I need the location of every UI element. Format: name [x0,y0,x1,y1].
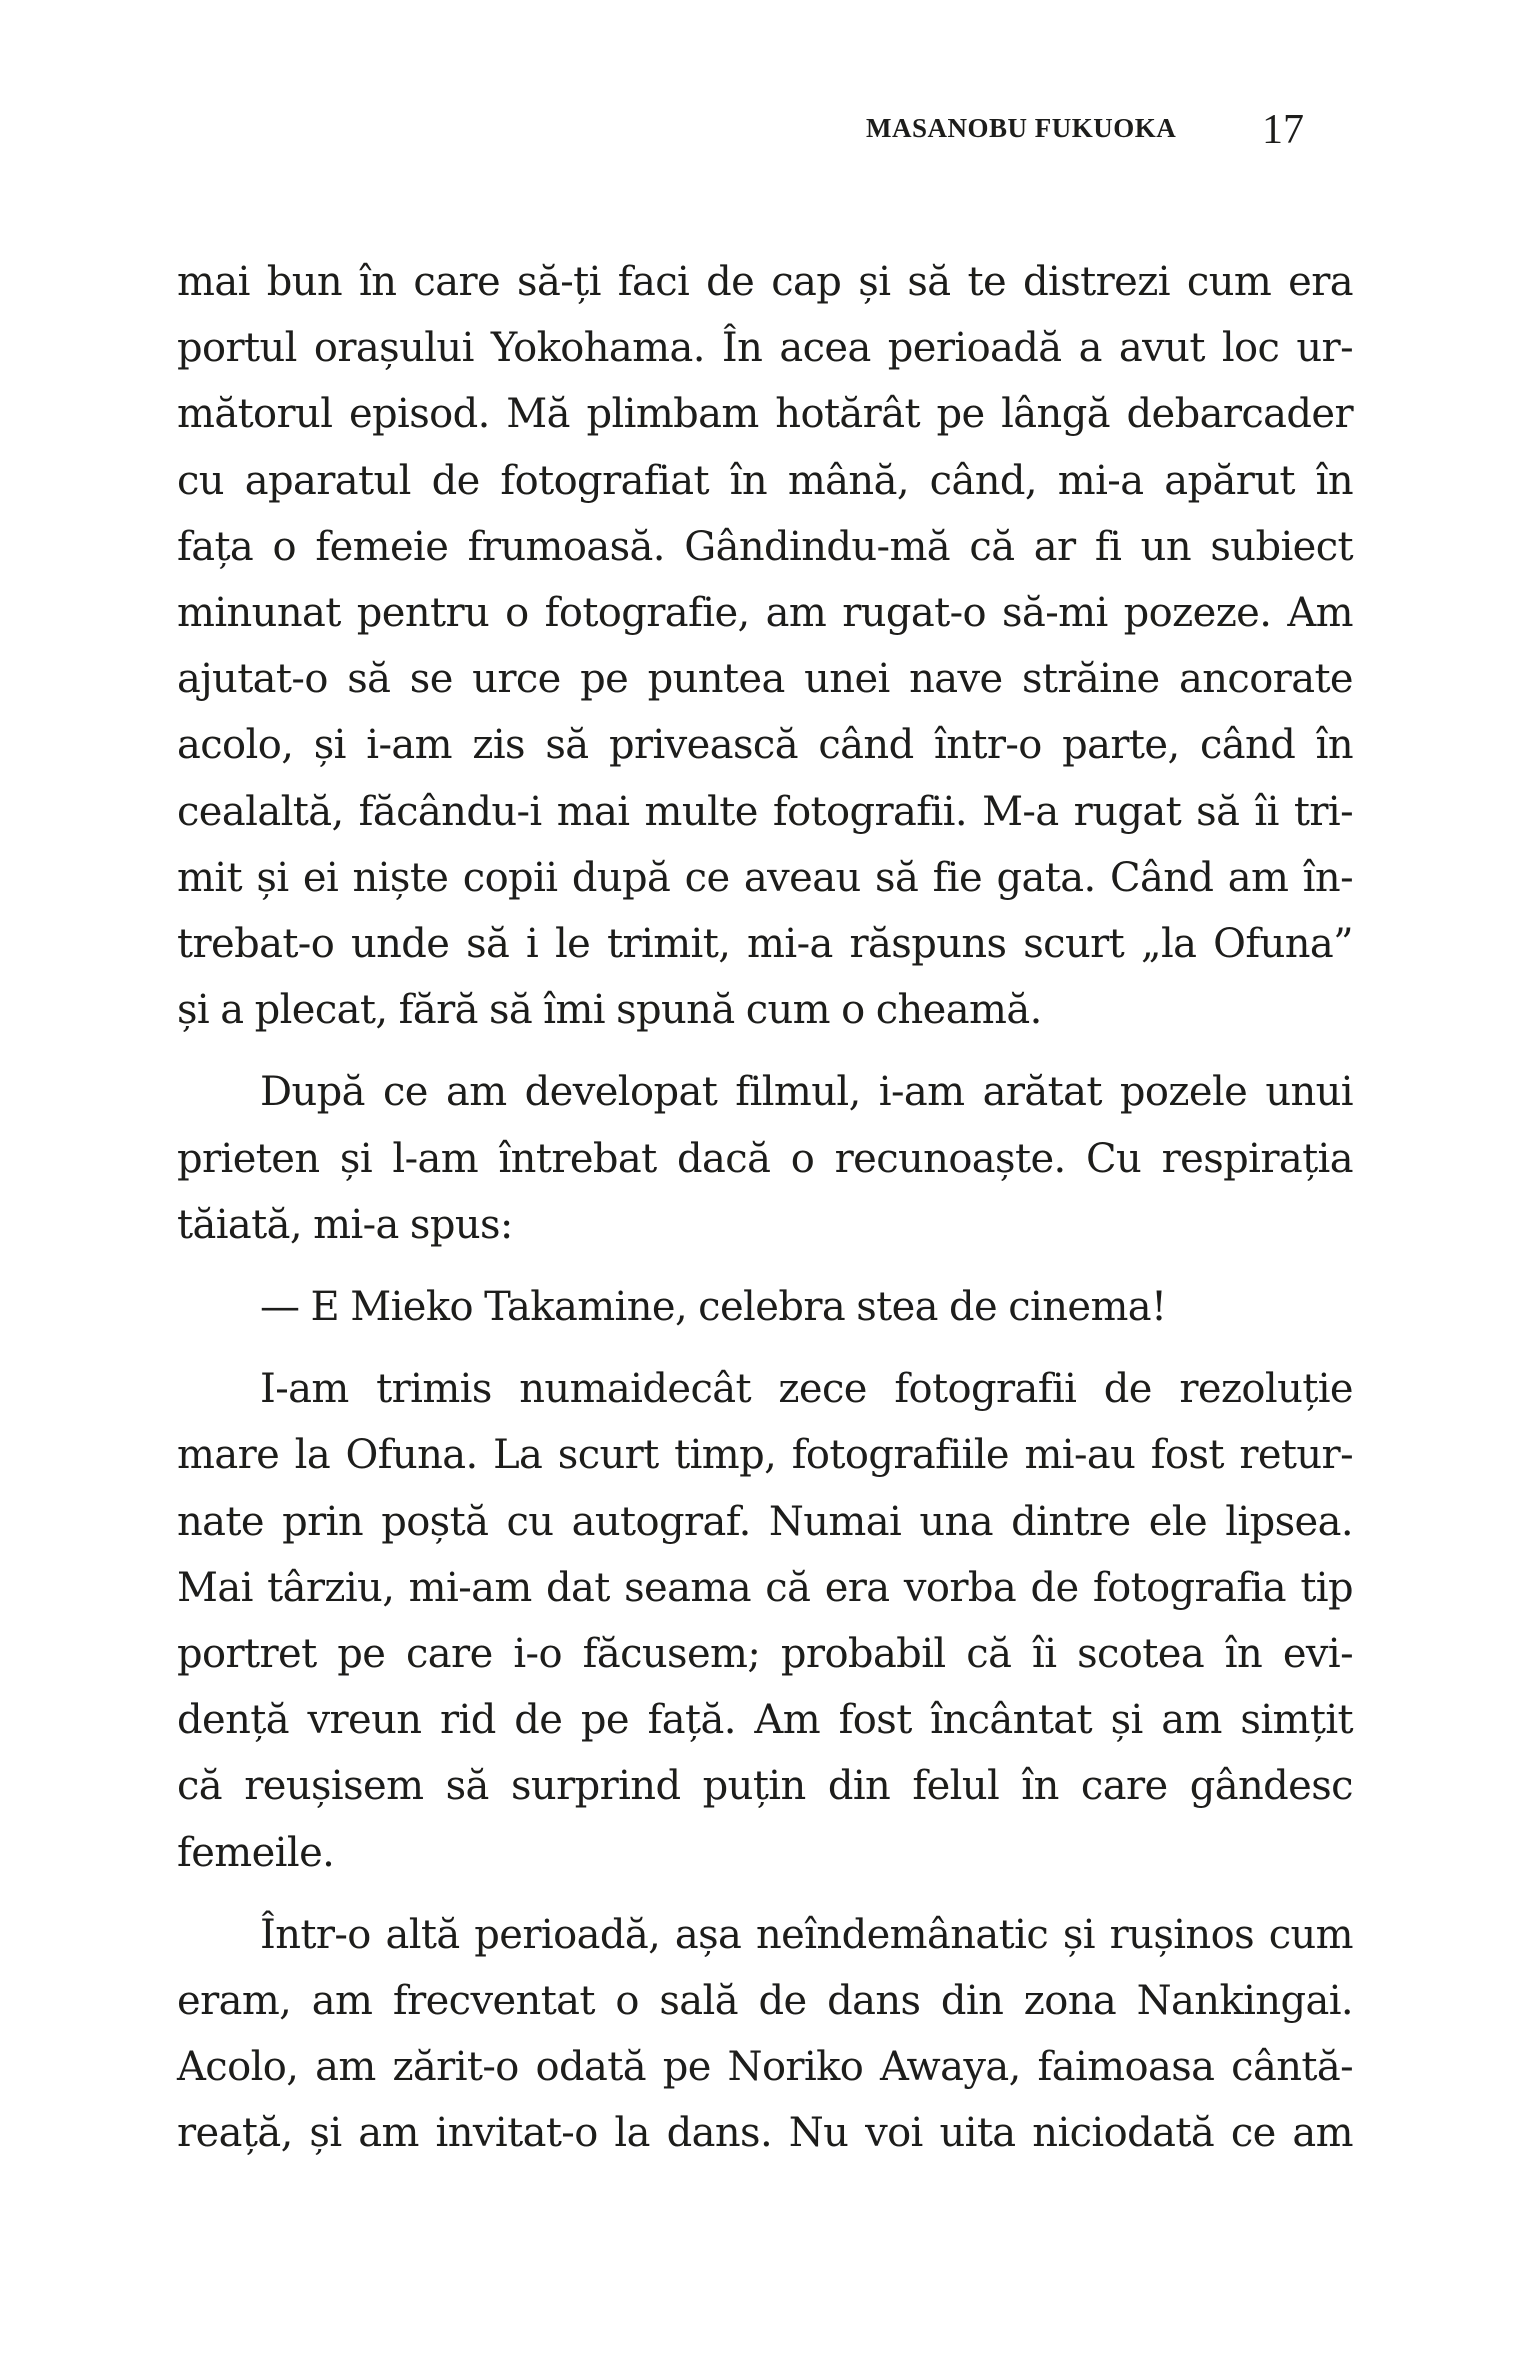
text-line: prieten și l-am întrebat dacă o recunoaște. Cu respirația [177,1135,1353,1182]
text-line: mai bun în care să-ți faci de cap și să te distrezi cum era [177,259,1353,305]
paragraph [177,249,1353,1043]
text-line: portret pe care i-o făcusem; probabil că îi scotea în evi- [177,1631,1353,1678]
text-line: — E Mieko Takamine, celebra stea de cinema! [260,1284,1167,1331]
text-line: acolo, și i-am zis să privească când într-o parte, când în [177,722,1353,769]
page-number: 17 [1262,107,1304,153]
text-line: ajutat-o să se urce pe puntea unei nave străine ancorate [177,656,1353,703]
text-line: Acolo, am zărit-o odată pe Noriko Awaya, faimoasa cântă- [177,2044,1353,2091]
text-line: După ce am developat filmul, i-am arătat pozele unui [260,1069,1353,1116]
text-line: mătorul episod. Mă plimbam hotărât pe lângă debarcader [177,391,1353,438]
text-line: și a plecat, fără să îmi spună cum o cheamă. [177,987,1042,1034]
paragraph [177,1274,1353,1340]
text-line: tăiată, mi-a spus: [177,1201,513,1248]
text-line: femeile. [177,1829,335,1876]
paragraph [177,1356,1353,1886]
text-line: mit și ei niște copii după ce aveau să fie gata. Când am în- [177,854,1353,901]
text-line: cu aparatul de fotografiat în mână, când, mi-a apărut în [177,457,1353,504]
text-line: eram, am frecventat o sală de dans din zona Nankingai. [177,1978,1353,2025]
text-line: Într-o altă perioadă, așa neîndemânatic și rușinos cum [260,1911,1353,1958]
text-line: că reușisem să surprind puțin din felul în care gândesc [177,1763,1353,1810]
text-line: Mai târziu, mi-am dat seama că era vorba de fotografia tip [177,1564,1353,1611]
paragraph [177,1059,1353,1258]
page-body-text [177,249,1353,2183]
text-line: trebat-o unde să i le trimit, mi-a răspuns scurt „la Ofuna” [177,921,1353,968]
text-line: reață, și am invitat-o la dans. Nu voi uita niciodată ce am [177,2110,1353,2157]
running-header-author: MASANOBU FUKUOKA [866,113,1177,143]
paragraph [177,1902,1353,2167]
text-line: mare la Ofuna. La scurt timp, fotografiile mi-au fost retur- [177,1432,1353,1479]
text-line: I-am trimis numaidecât zece fotografii de rezoluție [260,1366,1353,1413]
text-line: cealaltă, făcându-i mai multe fotografii. M-a rugat să îi tri- [177,788,1353,835]
text-line: minunat pentru o fotografie, am rugat-o să-mi pozeze. Am [177,590,1353,637]
text-line: nate prin poștă cu autograf. Numai una dintre ele lipsea. [177,1498,1353,1545]
text-line: dență vreun rid de pe față. Am fost încântat și am simțit [177,1697,1353,1744]
text-line: portul orașului Yokohama. În acea perioadă a avut loc ur- [177,325,1353,372]
text-line: fața o femeie frumoasă. Gândindu-mă că ar fi un subiect [177,523,1353,570]
